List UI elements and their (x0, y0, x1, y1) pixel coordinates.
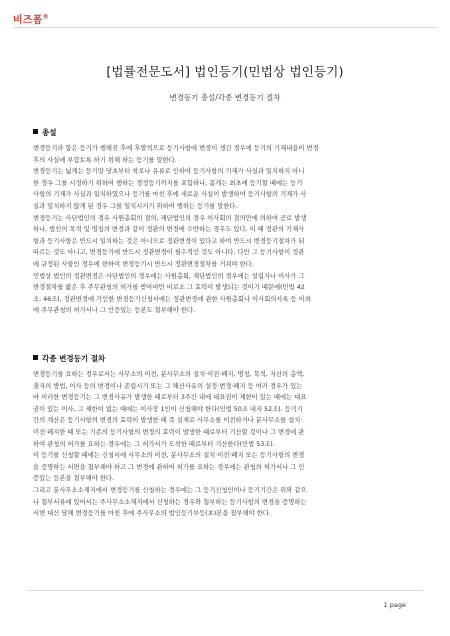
logo (13, 11, 49, 26)
paragraph-line: 에 주무관청의 허가서나 그 인증있는 등본도 첨부해야 한다. (33, 307, 195, 315)
logo-text: 비즈폼 (13, 15, 43, 26)
paragraph-line: 후의 사실에 부합토록 하기 위해 하는 등기를 말한다. (33, 156, 177, 164)
paragraph-line: 을 증명하는 서면을 첨부해야 하고 그 변경에 관하여 허가를 요하는 경우에는 관청의 허가서나 그 인 (33, 463, 305, 471)
paragraph-line: 실과 일치하지 않게 된 경우 그를 일치시키기 위하여 행하는 등기를 말한다. (33, 202, 238, 210)
square-bullet-icon (33, 355, 38, 360)
paragraph-line: 하여 관청의 허가를 요하는 경우에는 그 허가서가 도착한 때로부터 기산한다(민법 53조). (33, 440, 275, 448)
paragraph-line: 간의 계산은 등기사항의 변경의 효력이 발생한 때 즉 실제로 사무소를 이전하거나 분사무소를 설치· (33, 417, 303, 425)
paragraph-line: 출자의 방법, 이사 등의 변경이나 존립시기 또는 그 해산사유의 설정·변경·폐지 등 여러 경우가 있는 (33, 382, 303, 390)
paragraph-line: 이 등기를 신청할 때에는 신청서에 사무소의 이전, 분사무소의 설치·이전·폐지 또는 등기사항의 변경 (33, 452, 305, 460)
paragraph-line: 그리고 분사무소소재지에서 변경등기를 신청하는 경우에는 그 등기신청인이나 등기기간은 위와 같으 (33, 486, 307, 494)
paragraph-line: 권이 있는 이사, 그 제한이 없는 때에는 이사장 1인이 신청해야 한다(민법 50조 내지 52조). 등기기 (33, 405, 303, 413)
paragraph-line: 바 이러한 변경등기는 그 변경사유가 발생한 때로부터 3주간 내에 대표권이 제한이 있는 때에는 대표 (33, 394, 307, 402)
document-subtitle: 변경등기 총설/각종 변경등기 절차 (169, 93, 281, 102)
paragraph-line: 변경등기라 함은 등기가 행해진 후에 후발적으로 등기사항에 변경이 생긴 경우에 등기의 기재내용이 변경 (33, 145, 319, 152)
paragraph-line: 변경등기는 넓게는 등기말 당초부터 착오나 유류로 인하여 등기사항의 기재가 사실과 일치하지 아니 (33, 168, 305, 176)
footer-divider (27, 590, 423, 591)
document-title: [법률전문도서] 법인등기(민법상 법인등기) (106, 64, 344, 79)
paragraph-line: 따르는 것도 아니고, 변경등기에 반드시 정관변경이 필수적인 것도 아니다. 다만 그 등기사항이 정관 (33, 249, 305, 257)
paragraph-line: 에 규정된 사항인 경우에 한하여 변경등기시 반드시 정관변경절차를 거쳐야 한다. (33, 260, 254, 268)
section-heading (33, 127, 418, 138)
paragraph-line: 하나, 법인의 목적 및 명칭의 변경과 같이 정관의 변경에 수반하는 경우도 있다. 이 때 정관의 기재사 (33, 226, 305, 234)
section-heading-text: 각종 변경등기 절차 (42, 354, 106, 363)
paragraph-line: 변경등기를 요하는 경우로서는 사무소의 이전, 분사무소의 설치·이전·폐지, 명칭, 목적, 자산의 총액, (33, 371, 305, 378)
section-overview (33, 127, 418, 317)
paragraph-line: 나 첨부서류에 있어서는 주사무소소재지에서 신청하는 경우와 첨부하는 등기사항의 변경을 증명하는 (33, 498, 307, 506)
section-heading (33, 353, 418, 364)
square-bullet-icon (33, 129, 38, 134)
paragraph-line: 증있는 등본을 첨부해야 한다. (33, 475, 114, 483)
paragraph-line: 항과 등기사항은 반드시 일치하는 것은 아니므로 정관변경이 있다고 하여 반드시 변경등기절차가 뒤 (33, 237, 305, 245)
header-divider (13, 27, 437, 28)
paragraph-line: 한 경우 그를 시정하기 위하여 행하는 경정등기까지를 포함하나, 좁게는 최초에 등기할 때에는 등기 (33, 179, 303, 187)
paragraph-line: 조, 46조), 정관변경에 기인한 변경등기신청서에는 정관변경에 관한 사원총회나 이사회의사록 등 이외 (33, 295, 311, 303)
page-number: 1 page (383, 601, 406, 609)
paragraph-line: 사항의 기재가 사실과 일치하였으나 등기를 마친 후에 새로운 사실이 발생하여 등기사항의 기재가 사 (33, 191, 307, 199)
logo-trademark: ® (42, 13, 49, 21)
paragraph-line: 서면 대신 당해 변경등기를 마친 후에 주사무소의 법인등기부등(초)본을 첨부해야 한다. (33, 510, 271, 518)
section-heading-text: 총설 (42, 128, 57, 137)
paragraph-line: 변경절차를 밟은 후 주무관청의 허가를 받아야만 비로소 그 효력이 발생되는 것이기 때문에(민법 42 (33, 284, 305, 292)
section-change-procedures (33, 353, 418, 520)
paragraph-line: 이전·폐지한 때 또는 기존의 등기사항의 변경의 효력이 발생한 때로부터 기산할 것이나 그 변경에 관 (33, 428, 305, 436)
paragraph-line: 민법상 법인의 정관변경은 사단법인의 경우에는 사원총회, 재단법인의 경우에는 설립자나 이사가 그 (33, 272, 305, 280)
paragraph-line: 변경등기는 사단법인의 경우 사원총회의 결의, 재단법인의 경우 이사회의 결의만에 의하여 곧로 발생 (33, 214, 307, 222)
